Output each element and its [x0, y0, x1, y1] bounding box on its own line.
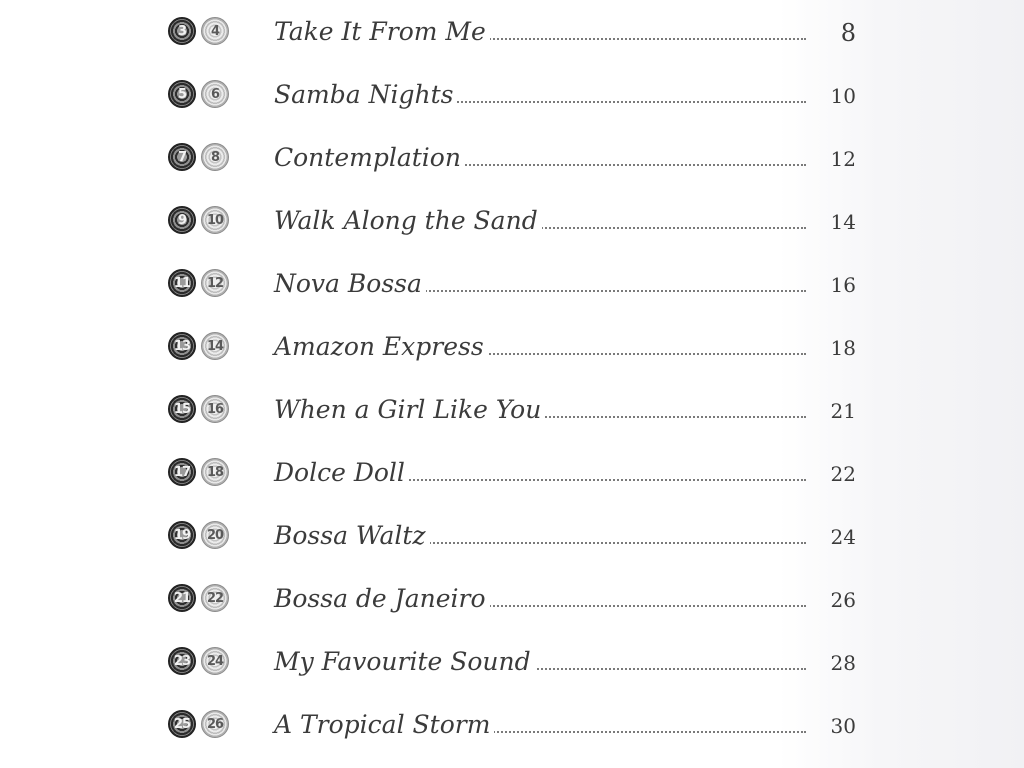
song-title: Contemplation: [274, 140, 465, 176]
toc-entry[interactable]: [168, 707, 868, 747]
song-title: When a Girl Like You: [274, 392, 545, 428]
song-title: Bossa Waltz: [274, 518, 430, 554]
cd-track-icon: 16: [201, 395, 229, 423]
cd-track-icon: 26: [201, 710, 229, 738]
song-title: A Tropical Storm: [274, 707, 494, 743]
song-title: My Favourite Sound: [274, 644, 535, 680]
toc-entry[interactable]: [168, 455, 868, 495]
cd-track-icon: 5: [168, 80, 196, 108]
toc-entry[interactable]: [168, 266, 868, 306]
song-title: Amazon Express: [274, 329, 488, 365]
toc-entry[interactable]: [168, 644, 868, 684]
cd-track-icon: 10: [201, 206, 229, 234]
page-number: 21: [830, 399, 856, 423]
cd-track-icon: 22: [201, 584, 229, 612]
cd-track-icon: 21: [168, 584, 196, 612]
cd-track-icon: 18: [201, 458, 229, 486]
cd-track-icon: 4: [201, 17, 229, 45]
page-number: 12: [830, 147, 856, 171]
cd-track-icon: 23: [168, 647, 196, 675]
page-number: 14: [830, 210, 856, 234]
toc-entry[interactable]: [168, 203, 868, 243]
page-number: 30: [830, 714, 856, 738]
cd-track-icon: 12: [201, 269, 229, 297]
song-title: Nova Bossa: [274, 266, 426, 302]
song-title: Walk Along the Sand: [274, 203, 542, 239]
page-number: 10: [830, 84, 856, 108]
page-number: 28: [830, 651, 856, 675]
song-title: Bossa de Janeiro: [274, 581, 490, 617]
toc-entry[interactable]: [168, 392, 868, 432]
page-number: 8: [840, 19, 856, 47]
toc-entry[interactable]: [168, 518, 868, 558]
cd-track-icon: 17: [168, 458, 196, 486]
toc-entry[interactable]: [168, 581, 868, 621]
cd-track-icon: 13: [168, 332, 196, 360]
cd-track-icon: 20: [201, 521, 229, 549]
toc-entry[interactable]: [168, 140, 868, 180]
toc-entry[interactable]: [168, 14, 868, 54]
cd-track-icon: 25: [168, 710, 196, 738]
page-number: 16: [830, 273, 856, 297]
cd-track-icon: 6: [201, 80, 229, 108]
page-number: 18: [830, 336, 856, 360]
song-title: Take It From Me: [274, 14, 490, 50]
cd-track-icon: 7: [168, 143, 196, 171]
cd-track-icon: 3: [168, 17, 196, 45]
cd-track-icon: 24: [201, 647, 229, 675]
song-title: Dolce Doll: [274, 455, 409, 491]
cd-track-icon: 8: [201, 143, 229, 171]
page-number: 24: [830, 525, 856, 549]
page-number: 22: [830, 462, 856, 486]
cd-track-icon: 15: [168, 395, 196, 423]
page-number: 26: [830, 588, 856, 612]
cd-track-icon: 9: [168, 206, 196, 234]
cd-track-icon: 19: [168, 521, 196, 549]
toc-entry[interactable]: [168, 329, 868, 369]
cd-track-icon: 14: [201, 332, 229, 360]
song-title: Samba Nights: [274, 77, 457, 113]
toc-entry[interactable]: [168, 77, 868, 117]
cd-track-icon: 11: [168, 269, 196, 297]
